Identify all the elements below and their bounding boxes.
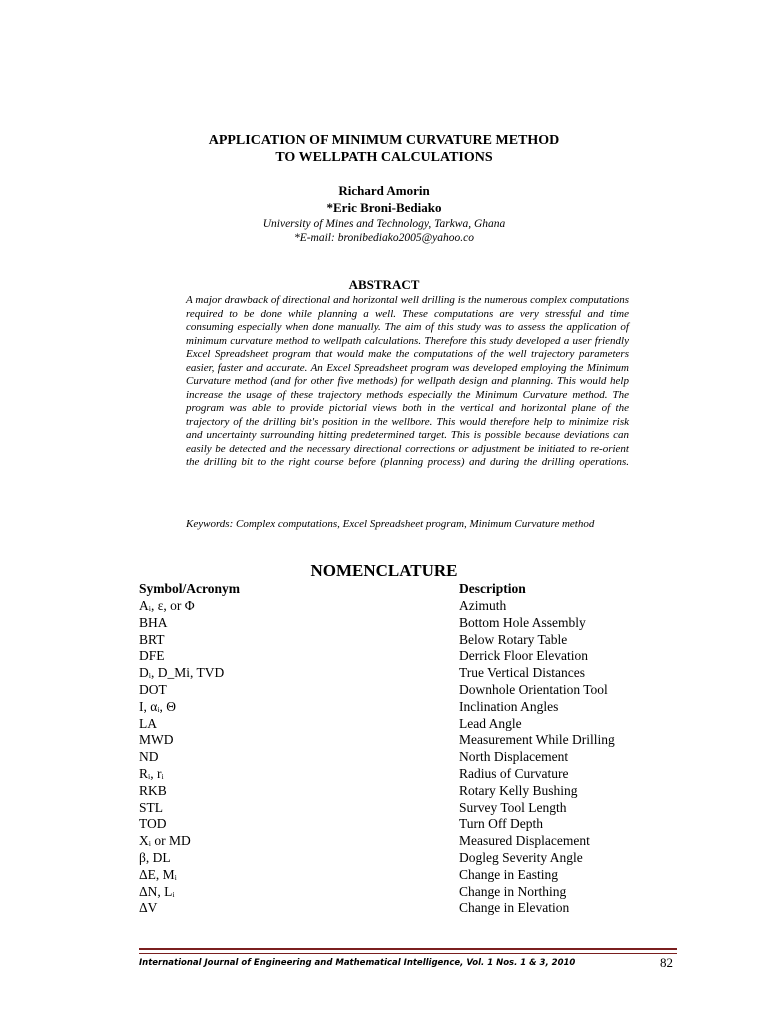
nomenclature-row (0, 800, 768, 817)
nomenclature-symbol: DOT (139, 681, 167, 697)
nomenclature-symbol: MWD (139, 732, 174, 748)
nomenclature-description: Dogleg Severity Angle (459, 849, 583, 865)
nomenclature-description: Turn Off Depth (459, 816, 544, 832)
nomenclature-symbol: BRT (139, 631, 165, 647)
nomenclature-description: Inclination Angles (459, 698, 559, 714)
nomenclature-row (0, 900, 768, 917)
author-1: Richard Amorin (338, 183, 430, 198)
nomenclature-row (0, 598, 768, 615)
nomenclature-symbol: TOD (139, 816, 167, 832)
nomenclature-description: Change in Easting (459, 866, 558, 882)
affiliation: University of Mines and Technology, Tarkwa, Ghana (262, 218, 506, 230)
nomenclature-symbol: Dᵢ, D_Mi, TVD (139, 665, 225, 681)
nomenclature-description: Azimuth (459, 598, 507, 613)
footer-rule-thin (139, 953, 677, 954)
nomenclature-symbol: I, αᵢ, Θ (139, 698, 177, 714)
author-email: *E-mail: bronibediako2005@yahoo.co (293, 232, 475, 244)
nomenclature-row (0, 833, 768, 850)
nomenclature-row (0, 884, 768, 901)
nomenclature-description: Survey Tool Length (459, 799, 567, 815)
paper-title-line-1: APPLICATION OF MINIMUM CURVATURE METHOD (208, 133, 560, 148)
nomenclature-description: Bottom Hole Assembly (459, 614, 586, 630)
nomenclature-row (0, 850, 768, 867)
nomenclature-description: Downhole Orientation Tool (459, 681, 608, 697)
nomenclature-symbol: Rᵢ, rᵢ (139, 765, 164, 781)
nomenclature-row (0, 648, 768, 665)
nomenclature-description: Lead Angle (459, 715, 522, 731)
nomenclature-symbol: Aᵢ, ε, or Φ (139, 598, 195, 613)
nomenclature-symbol: ΔE, Mᵢ (139, 866, 177, 882)
nomenclature-row (0, 766, 768, 783)
nomenclature-symbol: RKB (139, 782, 167, 798)
nomenclature-description: Measurement While Drilling (459, 732, 615, 748)
nomenclature-row (0, 632, 768, 649)
symbol-column-header: Symbol/Acronym (139, 581, 241, 596)
nomenclature-description: Change in Northing (459, 883, 567, 899)
nomenclature-table (0, 598, 768, 917)
nomenclature-row (0, 732, 768, 749)
nomenclature-symbol: BHA (139, 614, 168, 630)
nomenclature-symbol: LA (139, 715, 157, 731)
description-column-header: Description (459, 581, 526, 596)
nomenclature-row (0, 615, 768, 632)
nomenclature-heading: NOMENCLATURE (310, 561, 458, 580)
nomenclature-description: Derrick Floor Elevation (459, 648, 588, 664)
nomenclature-symbol: DFE (139, 648, 165, 664)
nomenclature-description: Radius of Curvature (459, 765, 569, 781)
nomenclature-row (0, 682, 768, 699)
nomenclature-description: Rotary Kelly Bushing (459, 782, 578, 798)
nomenclature-row (0, 867, 768, 884)
keywords: Keywords: Complex computations, Excel Spreadsheet program, Minimum Curvature method (186, 518, 595, 530)
nomenclature-row (0, 783, 768, 800)
abstract-heading: ABSTRACT (348, 277, 420, 292)
nomenclature-symbol: ND (139, 749, 159, 765)
author-2: *Eric Broni-Bediako (326, 200, 442, 215)
nomenclature-description: Change in Elevation (459, 900, 570, 916)
nomenclature-description: Measured Displacement (459, 833, 590, 849)
page-number: 82 (660, 955, 673, 970)
nomenclature-row (0, 716, 768, 733)
nomenclature-row (0, 816, 768, 833)
abstract-text: A major drawback of directional and horizontal well drilling is the numerous complex computations required to be done while planning a well. These computations are very stressful and time consuming especially when done manually. The aim of this study was to assess the application of minimum curvature method to wellpath calculations. Therefore this study developed a user friendly Excel Spreadsheet program that would make the computations of the well trajectory parameters easier, faster and accurate. An Excel Spreadsheet program was developed employing the Minimum Curvature method (and for other five methods) for wellpath design and planning. This would help increase the usage of these trajectory methods especially the Minimum Curvature method. The program was able to provide pictorial views both in the vertical and horizontal plane of the trajectory of the drilling bit's position in the wellbore. This would therefore help to minimize risk and uncertainty surrounding hitting predetermined target. This is possible because deviations can easily be detected and the necessary directional corrections or adjustment be initiated to re-orient the drilling bit to the right course before (planning process) and during the drilling operations. (186, 294, 629, 468)
nomenclature-row (0, 665, 768, 682)
nomenclature-symbol: ΔN, Lᵢ (139, 883, 175, 899)
nomenclature-description: True Vertical Distances (459, 665, 585, 681)
nomenclature-description: Below Rotary Table (459, 631, 568, 647)
nomenclature-symbol: STL (139, 799, 164, 815)
footer-journal-citation: International Journal of Engineering and Mathematical Intelligence, Vol. 1 Nos. 1 & 3, 2010 (139, 958, 576, 968)
nomenclature-row (0, 749, 768, 766)
nomenclature-symbol: β, DL (139, 849, 171, 865)
nomenclature-description: North Displacement (459, 749, 569, 765)
footer-rule-thick (139, 948, 677, 950)
nomenclature-symbol: ΔV (139, 900, 158, 916)
paper-title-line-2: TO WELLPATH CALCULATIONS (275, 150, 493, 165)
nomenclature-row (0, 699, 768, 716)
nomenclature-symbol: Xᵢ or MD (139, 833, 191, 849)
